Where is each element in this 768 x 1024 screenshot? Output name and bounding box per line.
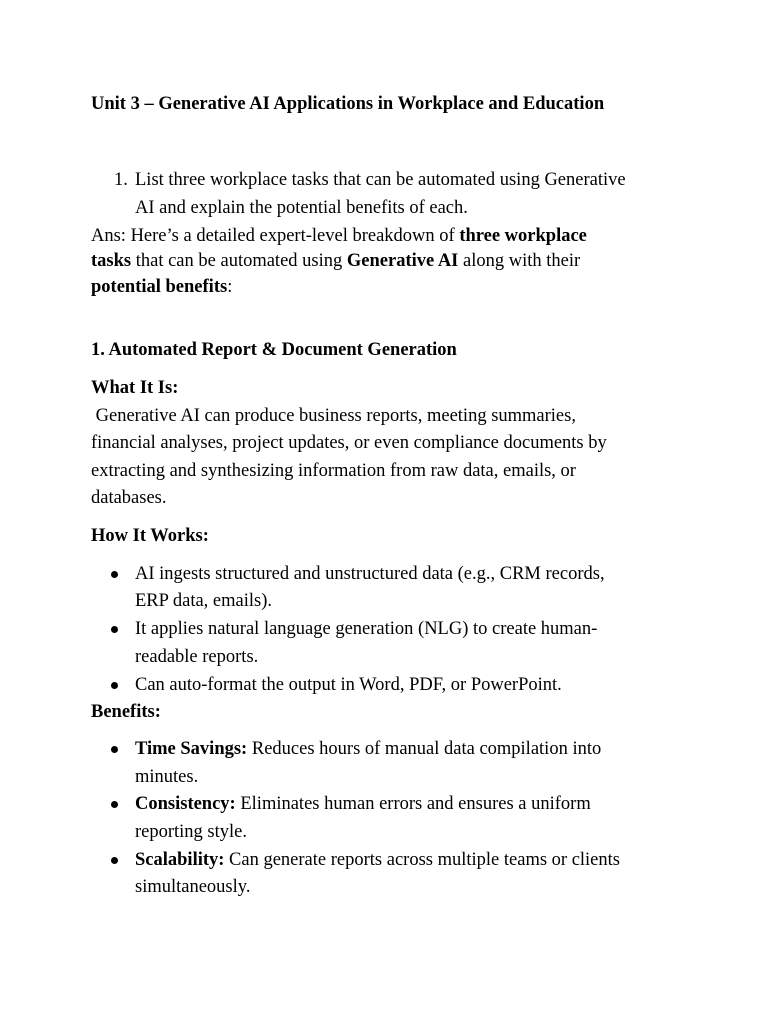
answer-mid: that can be automated using bbox=[131, 251, 347, 271]
how-item-line-1: AI ingests structured and unstructured data (e.g., CRM records, bbox=[135, 564, 605, 584]
answer-suffix: along with their bbox=[458, 251, 581, 271]
answer-bold-3: Generative AI bbox=[346, 251, 459, 271]
bullet-icon bbox=[111, 746, 118, 753]
how-item-line-2: ERP data, emails). bbox=[135, 591, 273, 611]
answer-line-3 bbox=[91, 277, 232, 298]
how-item-line-2: readable reports. bbox=[135, 647, 259, 667]
benefit-text: Eliminates human errors and ensures a uniform bbox=[235, 794, 591, 814]
bullet-icon bbox=[111, 571, 118, 578]
what-heading: What It Is: bbox=[91, 378, 179, 398]
answer-bold-2: tasks bbox=[91, 251, 132, 271]
how-item-line-1: Can auto-format the output in Word, PDF, or PowerPoint. bbox=[135, 675, 562, 695]
benefit-text: Can generate reports across multiple teams or clients bbox=[224, 850, 620, 870]
benefits-heading: Benefits: bbox=[91, 702, 161, 722]
answer-bold-1: three workplace bbox=[459, 226, 587, 246]
how-item-line-1: It applies natural language generation (NLG) to create human- bbox=[135, 619, 598, 639]
benefit-line-1 bbox=[135, 739, 601, 760]
benefit-line-1 bbox=[135, 794, 591, 815]
benefit-label: Consistency: bbox=[135, 794, 236, 814]
page-title: Unit 3 – Generative AI Applications in Workplace and Education bbox=[91, 94, 605, 114]
answer-colon: : bbox=[227, 277, 233, 297]
answer-line-2 bbox=[91, 251, 580, 272]
bullet-icon bbox=[111, 801, 118, 808]
benefit-label: Time Savings: bbox=[135, 739, 248, 759]
what-line: Generative AI can produce business reports, meeting summaries, bbox=[91, 406, 576, 426]
section-heading: 1. Automated Report & Document Generation bbox=[91, 340, 457, 360]
question-line-2: AI and explain the potential benefits of each. bbox=[135, 198, 468, 218]
benefit-line-2: reporting style. bbox=[135, 822, 248, 842]
question-number: 1. bbox=[114, 170, 128, 190]
bullet-icon bbox=[111, 626, 118, 633]
benefit-text: Reduces hours of manual data compilation into bbox=[247, 739, 602, 759]
answer-bold-4: potential benefits bbox=[91, 277, 228, 297]
how-heading: How It Works: bbox=[91, 526, 209, 546]
bullet-icon bbox=[111, 857, 118, 864]
bullet-icon bbox=[111, 682, 118, 689]
what-line: extracting and synthesizing information from raw data, emails, or bbox=[91, 461, 576, 481]
what-line: financial analyses, project updates, or even compliance documents by bbox=[91, 433, 607, 453]
benefit-label: Scalability: bbox=[135, 850, 225, 870]
benefit-line-2: simultaneously. bbox=[135, 877, 251, 897]
benefit-line-1 bbox=[135, 850, 620, 871]
answer-prefix: Ans: Here’s a detailed expert-level breakdown of bbox=[91, 226, 460, 246]
what-line: databases. bbox=[91, 488, 167, 508]
question-line-1: List three workplace tasks that can be automated using Generative bbox=[135, 170, 626, 190]
benefit-line-2: minutes. bbox=[135, 767, 199, 787]
answer-line-1 bbox=[91, 226, 587, 247]
